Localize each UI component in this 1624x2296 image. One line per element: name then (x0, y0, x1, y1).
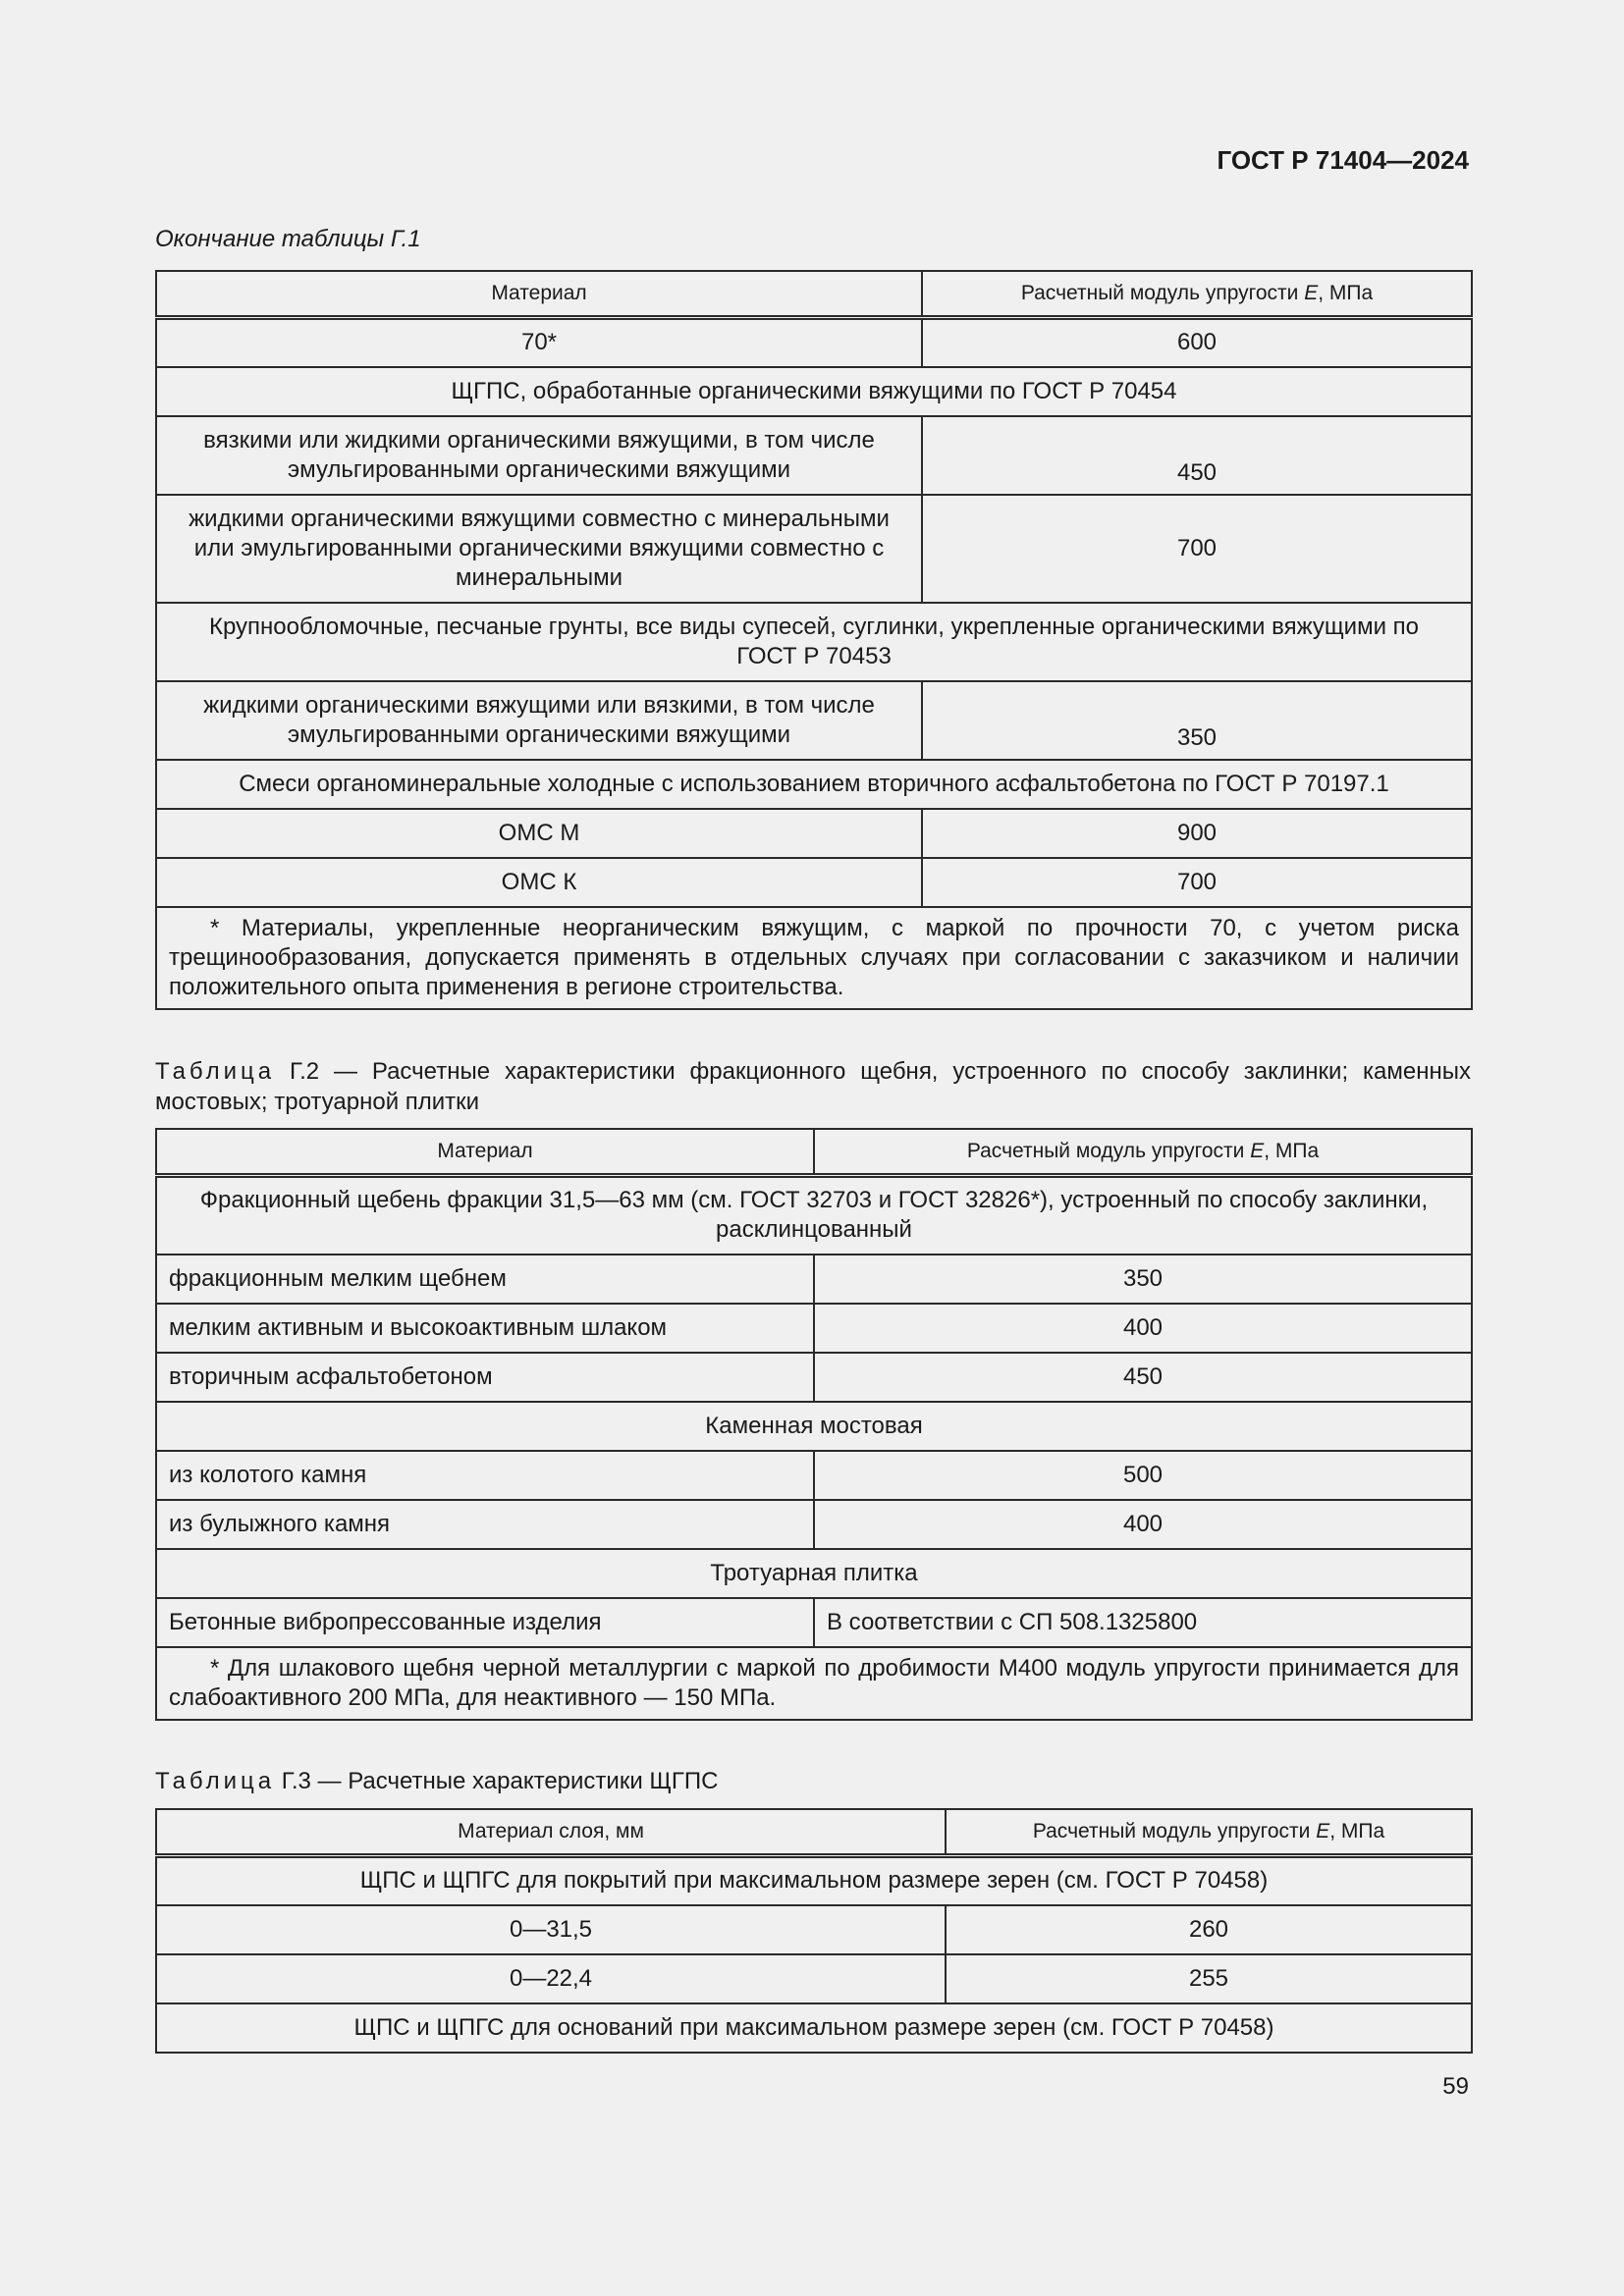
section-cell: Тротуарная плитка (156, 1549, 1472, 1598)
table-note-row (156, 1647, 1472, 1720)
table-note-row (156, 907, 1472, 1009)
table2-header-row (156, 1129, 1472, 1176)
table1-col-modulus: Расчетный модуль упругости E, МПа (922, 271, 1472, 318)
table1-header-row (156, 271, 1472, 318)
table-row (156, 858, 1472, 907)
section-cell: Каменная мостовая (156, 1402, 1472, 1451)
modulus-cell: 500 (814, 1451, 1472, 1500)
modulus-cell: 260 (946, 1905, 1472, 1954)
table-row (156, 1304, 1472, 1353)
table1-footnote: * Материалы, укрепленные неорганическим вяжущим, с маркой по прочности 70, с учетом риска трещинообразования, допускается применять в отдельных случаях при согласовании с заказчиком и наличии положительного опыта применения в регионе строительства. (156, 907, 1472, 1009)
table-row (156, 1905, 1472, 1954)
material-cell: ОМС М (156, 809, 922, 858)
table-section-row (156, 2003, 1472, 2053)
table-row (156, 495, 1472, 603)
table2-footnote: * Для шлакового щебня черной металлургии с маркой по дробимости М400 модуль упругости принимается для слабоактивного 200 МПа, для неактивного — 150 МПа. (156, 1647, 1472, 1720)
table-row (156, 1255, 1472, 1304)
modulus-cell: 900 (922, 809, 1472, 858)
modulus-cell: 400 (814, 1304, 1472, 1353)
table-row (156, 1500, 1472, 1549)
modulus-cell: 400 (814, 1500, 1472, 1549)
table3-header-row (156, 1809, 1472, 1856)
table-row (156, 1954, 1472, 2003)
table2 (155, 1128, 1473, 1721)
modulus-cell: 700 (922, 858, 1472, 907)
table1 (155, 270, 1473, 1010)
material-cell: Бетонные вибропрессованные изделия (156, 1598, 814, 1647)
material-cell: мелким активным и высокоактивным шлаком (156, 1304, 814, 1353)
section-cell: Фракционный щебень фракции 31,5—63 мм (см. ГОСТ 32703 и ГОСТ 32826*), устроенный по способу заклинки, расклинцованный (156, 1176, 1472, 1255)
material-cell: ОМС К (156, 858, 922, 907)
table-section-row (156, 367, 1472, 416)
table-row (156, 809, 1472, 858)
material-cell: 0—22,4 (156, 1954, 946, 2003)
table3-caption-title: Г.3 — Расчетные характеристики ЩГПС (281, 1768, 719, 1794)
material-cell: фракционным мелким щебнем (156, 1255, 814, 1304)
section-cell: ЩПС и ЩПГС для покрытий при максимальном размере зерен (см. ГОСТ Р 70458) (156, 1856, 1472, 1905)
modulus-cell: В соответствии с СП 508.1325800 (814, 1598, 1472, 1647)
table-row (156, 416, 1472, 495)
material-cell: из колотого камня (156, 1451, 814, 1500)
table-section-row (156, 1402, 1472, 1451)
table2-col-modulus: Расчетный модуль упругости E, МПа (814, 1129, 1472, 1176)
table3-caption (155, 1766, 1471, 1796)
page-number: 59 (1442, 2073, 1469, 2100)
section-cell: Смеси органоминеральные холодные с использованием вторичного асфальтобетона по ГОСТ Р 70197.1 (156, 760, 1472, 809)
modulus-cell: 450 (814, 1353, 1472, 1402)
table-section-row (156, 1176, 1472, 1255)
table-section-row (156, 603, 1472, 681)
material-cell: 0—31,5 (156, 1905, 946, 1954)
table3-col-material: Материал слоя, мм (156, 1809, 946, 1856)
table-row (156, 318, 1472, 367)
material-cell: вторичным асфальтобетоном (156, 1353, 814, 1402)
table3-col-modulus: Расчетный модуль упругости E, МПа (946, 1809, 1472, 1856)
table1-caption: Окончание таблицы Г.1 (155, 226, 421, 252)
modulus-cell: 450 (922, 416, 1472, 495)
material-cell: жидкими органическими вяжущими или вязкими, в том числе эмульгированными органическими вяжущими (156, 681, 922, 760)
table3-caption-word: Таблица (155, 1768, 276, 1794)
table2-caption-title: Г.2 — Расчетные характеристики фракционного щебня, устроенного по способу заклинки; каменных мостовых; тротуарной плитки (155, 1058, 1471, 1115)
table-section-row (156, 1856, 1472, 1905)
table-section-row (156, 1549, 1472, 1598)
section-cell: ЩГПС, обработанные органическими вяжущими по ГОСТ Р 70454 (156, 367, 1472, 416)
modulus-cell: 600 (922, 318, 1472, 367)
material-cell: жидкими органическими вяжущими совместно с минеральными или эмульгированными органическими вяжущими совместно с минеральными (156, 495, 922, 603)
table2-col-material: Материал (156, 1129, 814, 1176)
modulus-cell: 700 (922, 495, 1472, 603)
table2-caption-word: Таблица (155, 1058, 276, 1085)
table2-caption (155, 1056, 1471, 1117)
standard-designation: ГОСТ Р 71404—2024 (1217, 145, 1469, 175)
table1-col-material: Материал (156, 271, 922, 318)
section-cell: ЩПС и ЩПГС для оснований при максимальном размере зерен (см. ГОСТ Р 70458) (156, 2003, 1472, 2053)
table-row (156, 1598, 1472, 1647)
material-cell: 70* (156, 318, 922, 367)
material-cell: вязкими или жидкими органическими вяжущими, в том числе эмульгированными органическими вяжущими (156, 416, 922, 495)
table-row (156, 1451, 1472, 1500)
modulus-cell: 350 (814, 1255, 1472, 1304)
material-cell: из булыжного камня (156, 1500, 814, 1549)
section-cell: Крупнообломочные, песчаные грунты, все виды супесей, суглинки, укрепленные органическими вяжущими по ГОСТ Р 70453 (156, 603, 1472, 681)
table3 (155, 1808, 1473, 2054)
table-row (156, 1353, 1472, 1402)
modulus-cell: 350 (922, 681, 1472, 760)
table-section-row (156, 760, 1472, 809)
table-row (156, 681, 1472, 760)
modulus-cell: 255 (946, 1954, 1472, 2003)
